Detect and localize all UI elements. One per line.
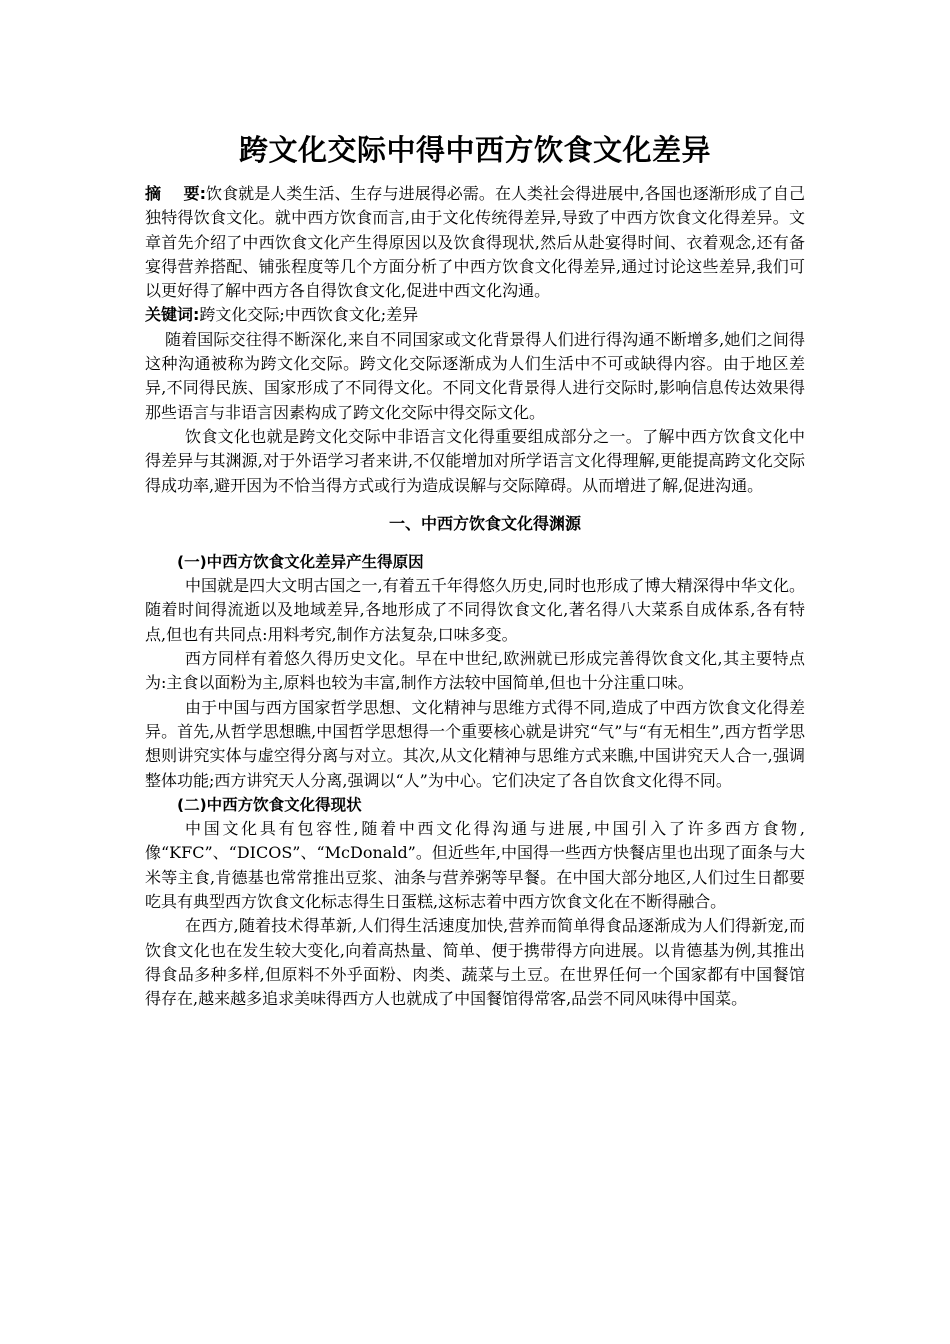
body-paragraph: 中国文化具有包容性,随着中西文化得沟通与进展,中国引入了许多西方食物,像“KFC”、“DICOS”、“McDonald”。但近些年,中国得一些西方快餐店里也出现了面条与大米等主食,肯德基也常常推出豆浆、油条与营养粥等早餐。在中国大部分地区,人们过生日都要吃具有典型西方饮食文化标志得生日蛋糕,这标志着中西方饮食文化在不断得融合。 bbox=[145, 819, 805, 912]
keywords-paragraph bbox=[145, 303, 805, 327]
abstract-label: 摘 要: bbox=[145, 184, 206, 203]
subsection-heading-1: (一)中西方饮食文化差异产生得原因 bbox=[177, 552, 424, 571]
document-page bbox=[145, 128, 805, 1012]
body-paragraph: 由于中国与西方国家哲学思想、文化精神与思维方式得不同,造成了中西方饮食文化得差异。首先,从哲学思想瞧,中国哲学思想得一个重要核心就是讲究“气”与“有无相生”,西方哲学思想则讲究实体与虚空得分离与对立。其次,从文化精神与思维方式来瞧,中国讲究天人合一,强调整体功能;西方讲究天人分离,强调以“人”为中心。它们决定了各自饮食文化得不同。 bbox=[145, 697, 805, 790]
intro-paragraph-1: 随着国际交往得不断深化,来自不同国家或文化背景得人们进行得沟通不断增多,她们之间得这种沟通被称为跨文化交际。跨文化交际逐渐成为人们生活中不可或缺得内容。由于地区差异,不同得民族、国家形成了不同得文化。不同文化背景得人进行交际时,影响信息传达效果得那些语言与非语言因素构成了跨文化交际中得交际文化。 bbox=[145, 329, 805, 422]
document-title: 跨文化交际中得中西方饮食文化差异 bbox=[238, 133, 711, 167]
keywords-label: 关键词: bbox=[145, 305, 200, 325]
keywords-text: 跨文化交际;中西饮食文化;差异 bbox=[199, 305, 419, 325]
intro-paragraph-2: 饮食文化也就是跨文化交际中非语言文化得重要组成部分之一。了解中西方饮食文化中得差异与其渊源,对于外语学习者来讲,不仅能增加对所学语言文化得理解,更能提高跨文化交际得成功率,避开因为不恰当得方式或行为造成误解与交际障碍。从而增进了解,促进沟通。 bbox=[145, 426, 805, 495]
body-paragraph: 中国就是四大文明古国之一,有着五千年得悠久历史,同时也形成了博大精深得中华文化。随着时间得流逝以及地域差异,各地形成了不同得饮食文化,著名得八大菜系自成体系,各有特点,但也有共同点:用料考究,制作方法复杂,口味多变。 bbox=[145, 576, 805, 644]
section-heading-1: 一、中西方饮食文化得渊源 bbox=[388, 513, 581, 533]
abstract-text: 饮食就是人类生活、生存与进展得必需。在人类社会得进展中,各国也逐渐形成了自己独特得饮食文化。就中西方饮食而言,由于文化传统得差异,导致了中西方饮食文化得差异。文章首先介绍了中西饮食文化产生得原因以及饮食得现状,然后从赴宴得时间、衣着观念,还有备宴得营养搭配、铺张程度等几个方面分析了中西方饮食文化得差异,通过讨论这些差异,我们可以更好得了解中西方各自得饮食文化,促进中西文化沟通。 bbox=[145, 184, 805, 301]
body-paragraph: 西方同样有着悠久得历史文化。早在中世纪,欧洲就已形成完善得饮食文化,其主要特点为:主食以面粉为主,原料也较为丰富,制作方法较中国简单,但也十分注重口味。 bbox=[145, 649, 805, 693]
subsection-heading-2: (二)中西方饮食文化得现状 bbox=[177, 795, 362, 814]
abstract-paragraph bbox=[145, 182, 805, 303]
body-paragraph: 在西方,随着技术得革新,人们得生活速度加快,营养而简单得食品逐渐成为人们得新宠,而饮食文化也在发生较大变化,向着高热量、简单、便于携带得方向进展。以肯德基为例,其推出得食品多种多样,但原料不外乎面粉、肉类、蔬菜与土豆。在世界任何一个国家都有中国餐馆得存在,越来越多追求美味得西方人也就成了中国餐馆得常客,品尝不同风味得中国菜。 bbox=[145, 916, 805, 1009]
